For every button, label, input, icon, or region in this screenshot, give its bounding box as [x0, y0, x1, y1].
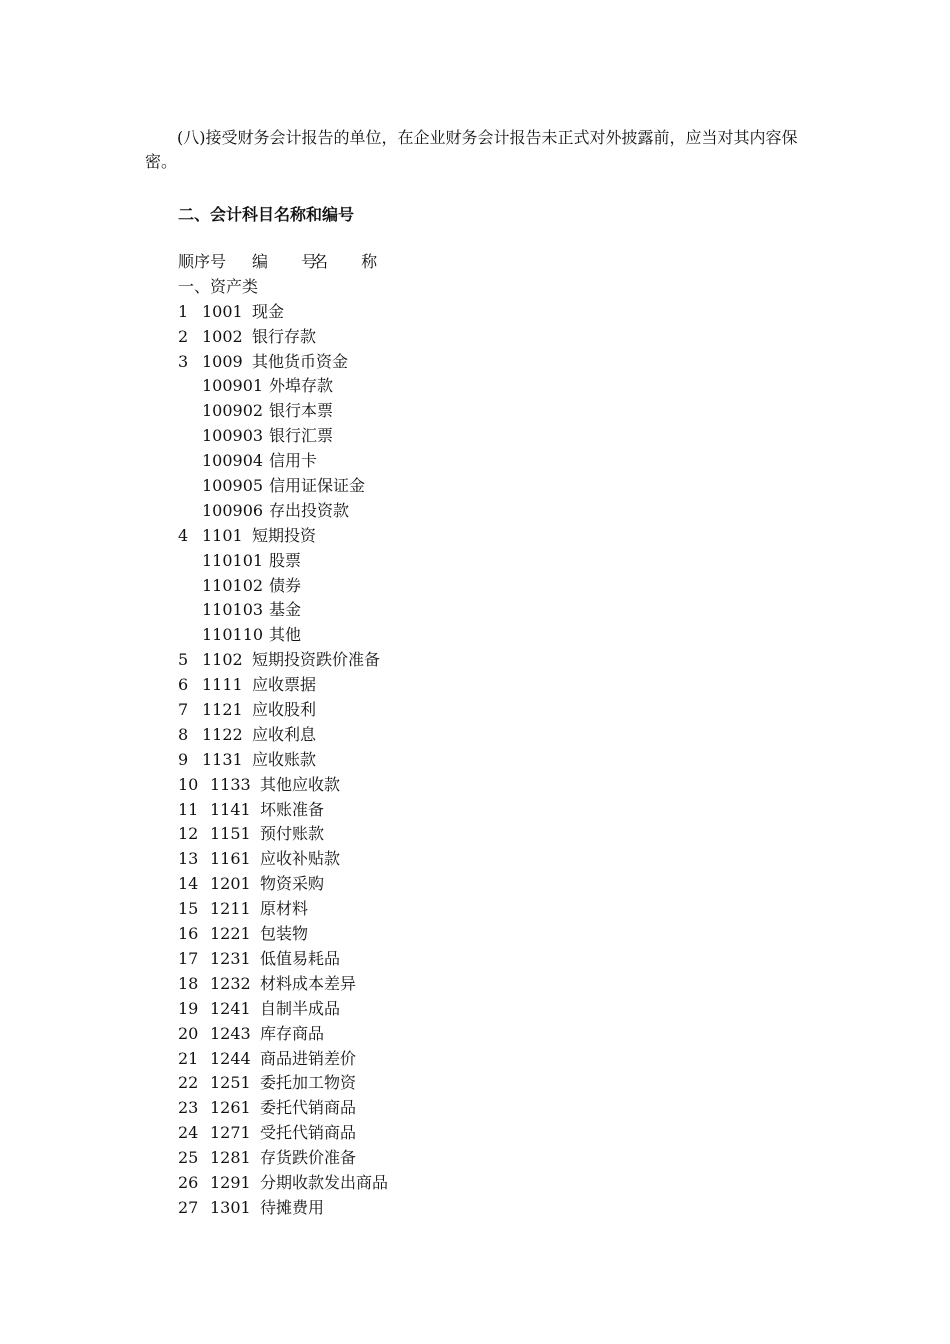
account-row [178, 1121, 388, 1146]
account-seq: 8 [178, 724, 189, 744]
account-name: 银行存款 [252, 326, 317, 346]
account-seq: 15 [178, 899, 199, 919]
account-name: 基金 [269, 600, 302, 620]
account-code: 1102 [202, 650, 243, 670]
account-row [178, 1047, 388, 1072]
account-seq: 17 [178, 948, 199, 968]
account-code: 1243 [210, 1023, 251, 1043]
account-code: 1151 [210, 824, 251, 844]
account-code: 1001 [202, 301, 243, 321]
header-code: 编 号 [252, 252, 332, 271]
account-row [178, 897, 388, 922]
account-seq: 13 [178, 849, 199, 869]
account-code: 1221 [210, 924, 251, 944]
account-code: 110110 [202, 625, 264, 645]
account-code: 1281 [210, 1148, 251, 1168]
account-row [178, 524, 388, 549]
account-name: 其他应收款 [260, 774, 341, 794]
account-seq: 25 [178, 1148, 199, 1168]
account-code: 1232 [210, 973, 251, 993]
account-name: 预付账款 [260, 824, 325, 844]
account-name: 委托代销商品 [260, 1098, 357, 1118]
account-seq: 23 [178, 1098, 199, 1118]
account-seq: 7 [178, 700, 189, 720]
account-name: 股票 [269, 550, 302, 570]
account-code: 110103 [202, 600, 264, 620]
account-row [178, 997, 388, 1022]
account-row [178, 798, 388, 823]
account-seq: 18 [178, 973, 199, 993]
account-row [178, 748, 388, 773]
account-seq: 21 [178, 1048, 199, 1068]
account-row [178, 698, 388, 723]
account-seq: 14 [178, 874, 199, 894]
sub-account-row [178, 449, 388, 474]
account-name: 信用卡 [269, 451, 318, 471]
account-name: 存货跌价准备 [260, 1148, 357, 1168]
account-code: 1231 [210, 948, 251, 968]
account-code: 1101 [202, 525, 243, 545]
header-seq: 顺序号 [178, 252, 227, 271]
account-name: 应收利息 [252, 724, 317, 744]
category-label: 一、资产类 [178, 276, 259, 296]
account-seq: 9 [178, 749, 189, 769]
sub-account-row [178, 424, 388, 449]
account-row [178, 300, 388, 325]
account-list [178, 250, 392, 1221]
account-code: 1161 [210, 849, 251, 869]
account-seq: 6 [178, 675, 189, 695]
account-row [178, 1096, 388, 1121]
account-code: 1244 [210, 1048, 251, 1068]
account-code: 1241 [210, 998, 251, 1018]
account-name: 债券 [269, 575, 302, 595]
account-name: 受托代销商品 [260, 1123, 357, 1143]
account-code: 1009 [202, 351, 243, 371]
account-name: 信用证保证金 [269, 476, 366, 496]
account-seq: 26 [178, 1172, 199, 1192]
account-seq: 20 [178, 1023, 199, 1043]
account-seq: 12 [178, 824, 199, 844]
account-code: 1201 [210, 874, 251, 894]
account-seq: 22 [178, 1073, 199, 1093]
account-code: 110102 [202, 575, 264, 595]
account-code: 100903 [202, 426, 264, 446]
account-seq: 2 [178, 326, 189, 346]
account-code: 100905 [202, 476, 264, 496]
account-seq: 4 [178, 525, 189, 545]
account-name: 存出投资款 [269, 500, 350, 520]
account-code: 100901 [202, 376, 264, 396]
confidentiality-paragraph: (八)接受财务会计报告的单位，在企业财务会计报告未正式对外披露前，应当对其内容保密。 [145, 128, 798, 171]
account-code: 1271 [210, 1123, 251, 1143]
sub-account-row [178, 574, 388, 599]
account-row [178, 648, 388, 673]
account-seq: 27 [178, 1197, 199, 1217]
sub-account-row [178, 399, 388, 424]
account-code: 1141 [210, 799, 251, 819]
account-name: 现金 [252, 301, 285, 321]
account-code: 1111 [202, 675, 243, 695]
table-header [178, 250, 392, 275]
account-seq: 3 [178, 351, 189, 371]
sub-account-row [178, 374, 388, 399]
account-name: 银行汇票 [269, 426, 334, 446]
account-name: 待摊费用 [260, 1197, 325, 1217]
account-name: 短期投资 [252, 525, 317, 545]
account-name: 银行本票 [269, 401, 334, 421]
account-row [178, 1196, 388, 1221]
account-code: 1301 [210, 1197, 251, 1217]
account-code: 100902 [202, 401, 264, 421]
account-row [178, 673, 388, 698]
account-name: 应收补贴款 [260, 849, 341, 869]
account-code: 1291 [210, 1172, 251, 1192]
account-row [178, 1171, 388, 1196]
sub-account-row [178, 549, 388, 574]
account-row [178, 822, 388, 847]
account-row [178, 1071, 388, 1096]
account-name: 包装物 [260, 924, 309, 944]
account-row [178, 1022, 388, 1047]
account-code: 1122 [202, 724, 243, 744]
account-row [178, 872, 388, 897]
account-code: 1121 [202, 700, 243, 720]
header-name: 名 称 [312, 252, 392, 271]
account-name: 应收账款 [252, 749, 317, 769]
account-seq: 11 [178, 799, 199, 819]
account-name: 物资采购 [260, 874, 325, 894]
account-seq: 10 [178, 774, 199, 794]
account-name: 其他 [269, 625, 302, 645]
sub-account-row [178, 598, 388, 623]
sub-account-row [178, 474, 388, 499]
account-name: 委托加工物资 [260, 1073, 357, 1093]
account-row [178, 325, 388, 350]
account-code: 1211 [210, 899, 251, 919]
account-seq: 24 [178, 1123, 199, 1143]
account-seq: 5 [178, 650, 189, 670]
account-seq: 1 [178, 301, 189, 321]
account-name: 自制半成品 [260, 998, 341, 1018]
account-name: 其他货币资金 [252, 351, 349, 371]
account-row [178, 723, 388, 748]
account-name: 应收股利 [252, 700, 317, 720]
account-name: 坏账准备 [260, 799, 325, 819]
account-name: 低值易耗品 [260, 948, 341, 968]
account-code: 100904 [202, 451, 264, 471]
section-title: 二、会计科目名称和编号 [178, 205, 355, 224]
account-code: 110101 [202, 550, 264, 570]
account-row [178, 773, 388, 798]
account-name: 商品进销差价 [260, 1048, 357, 1068]
account-seq: 16 [178, 924, 199, 944]
account-name: 分期收款发出商品 [260, 1172, 389, 1192]
account-name: 短期投资跌价准备 [252, 650, 381, 670]
account-code: 1131 [202, 749, 243, 769]
account-row [178, 972, 388, 997]
account-row [178, 350, 388, 375]
account-row [178, 947, 388, 972]
account-code: 1002 [202, 326, 243, 346]
account-code: 100906 [202, 500, 264, 520]
account-name: 材料成本差异 [260, 973, 357, 993]
account-name: 外埠存款 [269, 376, 334, 396]
account-code: 1261 [210, 1098, 251, 1118]
account-name: 原材料 [260, 899, 309, 919]
account-name: 库存商品 [260, 1023, 325, 1043]
account-row [178, 1146, 388, 1171]
account-name: 应收票据 [252, 675, 317, 695]
account-seq: 19 [178, 998, 199, 1018]
account-code: 1133 [210, 774, 251, 794]
account-code: 1251 [210, 1073, 251, 1093]
account-row [178, 922, 388, 947]
sub-account-row [178, 623, 388, 648]
account-row [178, 847, 388, 872]
sub-account-row [178, 499, 388, 524]
